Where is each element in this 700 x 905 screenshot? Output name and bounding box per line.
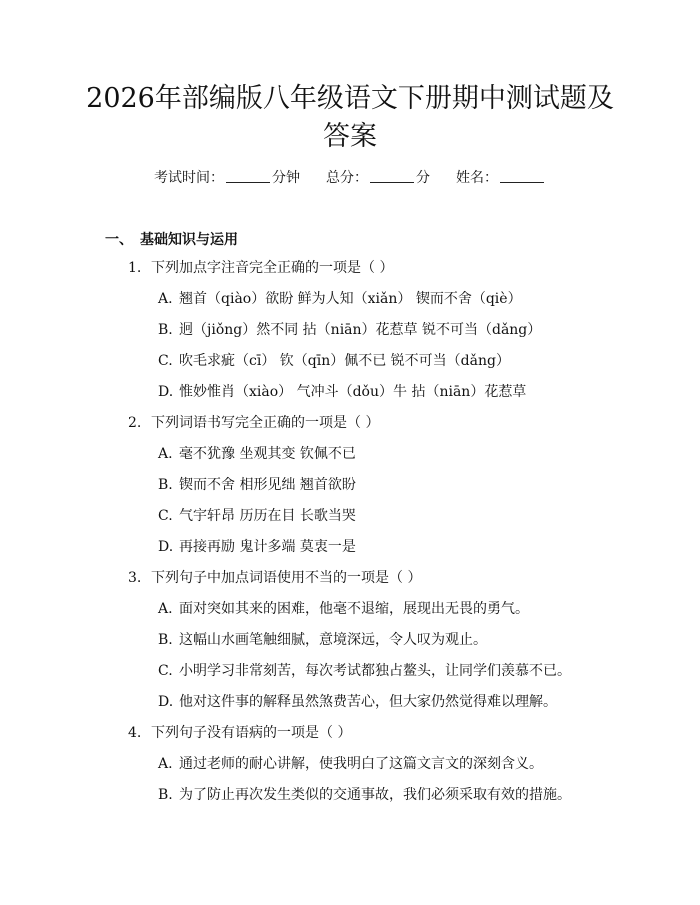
option-text: 吹毛求疵（cī） 钦（qīn）佩不已 锐不可当（dǎng） bbox=[179, 353, 510, 369]
option-letter: A. bbox=[158, 601, 173, 617]
option-text: 通过老师的耐心讲解，使我明白了这篇文言文的深刻含义。 bbox=[179, 756, 543, 772]
total-score-blank bbox=[370, 168, 414, 183]
option-text: 锲而不舍 相形见绌 翘首欲盼 bbox=[179, 477, 356, 493]
option-letter: D. bbox=[158, 539, 174, 555]
exam-info-line bbox=[0, 168, 700, 188]
answer-option bbox=[0, 320, 700, 351]
option-letter: D. bbox=[158, 384, 174, 400]
answer-option bbox=[0, 630, 700, 661]
exam-time-unit: 分钟 bbox=[272, 170, 300, 186]
answer-option bbox=[0, 444, 700, 475]
question-stem bbox=[0, 723, 700, 754]
option-text: 为了防止再次发生类似的交通事故，我们必须采取有效的措施。 bbox=[179, 787, 571, 803]
option-letter: B. bbox=[158, 322, 173, 338]
option-letter: A. bbox=[158, 291, 173, 307]
option-text: 惟妙惟肖（xiào） 气冲斗（dǒu）牛 拈（niān）花惹草 bbox=[179, 384, 527, 400]
option-text: 迥（jiǒng）然不同 拈（niān）花惹草 锐不可当（dǎng） bbox=[179, 322, 542, 338]
question-text: 下列句子中加点词语使用不当的一项是（ ） bbox=[151, 570, 422, 586]
exam-time-blank bbox=[226, 168, 270, 183]
option-letter: B. bbox=[158, 632, 173, 648]
question-text: 下列句子没有语病的一项是（ ） bbox=[151, 725, 352, 741]
question-stem bbox=[0, 258, 700, 289]
question-number: 4. bbox=[128, 725, 142, 741]
answer-option bbox=[0, 289, 700, 320]
option-text: 这幅山水画笔触细腻，意境深远，令人叹为观止。 bbox=[179, 632, 487, 648]
answer-option bbox=[0, 754, 700, 785]
question-number: 3. bbox=[128, 570, 142, 586]
section-number: 一、 bbox=[105, 232, 133, 248]
option-letter: A. bbox=[158, 446, 173, 462]
answer-option bbox=[0, 537, 700, 568]
answer-option bbox=[0, 382, 700, 413]
answer-option bbox=[0, 475, 700, 506]
option-text: 再接再励 鬼计多端 莫衷一是 bbox=[179, 539, 356, 555]
answer-option bbox=[0, 692, 700, 723]
option-text: 毫不犹豫 坐观其变 钦佩不已 bbox=[179, 446, 356, 462]
option-text: 翘首（qiào）欲盼 鲜为人知（xiǎn） 锲而不舍（qiè） bbox=[179, 291, 522, 307]
question-1 bbox=[0, 258, 700, 413]
option-letter: A. bbox=[158, 756, 173, 772]
total-score-unit: 分 bbox=[416, 170, 430, 186]
exam-time-label: 考试时间： bbox=[154, 170, 224, 186]
question-2 bbox=[0, 413, 700, 568]
answer-option bbox=[0, 506, 700, 537]
student-name-label: 姓名： bbox=[456, 170, 498, 186]
question-number: 1. bbox=[128, 260, 142, 276]
option-text: 气宇轩昂 历历在目 长歌当哭 bbox=[179, 508, 356, 524]
question-stem bbox=[0, 413, 700, 444]
question-4 bbox=[0, 723, 700, 816]
question-text: 下列加点字注音完全正确的一项是（ ） bbox=[151, 260, 394, 276]
option-letter: C. bbox=[158, 508, 173, 524]
question-3 bbox=[0, 568, 700, 723]
option-letter: C. bbox=[158, 663, 173, 679]
option-letter: C. bbox=[158, 353, 173, 369]
answer-option bbox=[0, 599, 700, 630]
answer-option bbox=[0, 785, 700, 816]
option-letter: B. bbox=[158, 477, 173, 493]
answer-option bbox=[0, 661, 700, 692]
section-title: 基础知识与运用 bbox=[140, 232, 238, 248]
answer-option bbox=[0, 351, 700, 382]
question-number: 2. bbox=[128, 415, 142, 431]
question-stem bbox=[0, 568, 700, 599]
section-heading bbox=[105, 230, 238, 250]
option-text: 他对这件事的解释虽然煞费苦心，但大家仍然觉得难以理解。 bbox=[179, 694, 557, 710]
option-letter: B. bbox=[158, 787, 173, 803]
document-title: 2026年部编版八年级语文下册期中测试题及答案 bbox=[86, 83, 614, 152]
question-text: 下列词语书写完全正确的一项是（ ） bbox=[151, 415, 380, 431]
option-letter: D. bbox=[158, 694, 174, 710]
question-list bbox=[0, 258, 700, 816]
total-score-label: 总分： bbox=[326, 170, 368, 186]
student-name-blank bbox=[500, 168, 544, 183]
option-text: 小明学习非常刻苦，每次考试都独占鳌头，让同学们羡慕不已。 bbox=[179, 663, 571, 679]
option-text: 面对突如其来的困难，他毫不退缩，展现出无畏的勇气。 bbox=[179, 601, 529, 617]
